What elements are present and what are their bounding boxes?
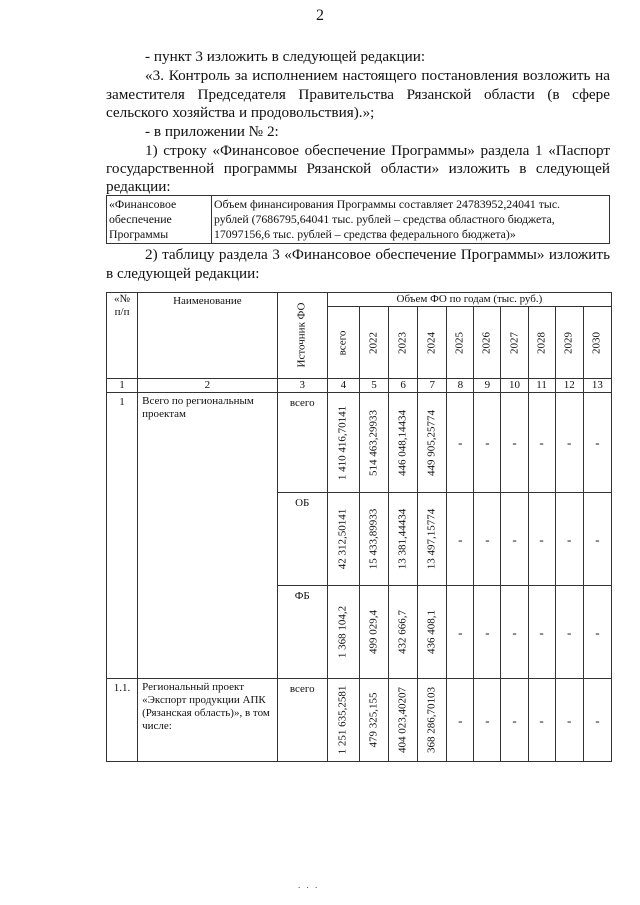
- row-dash: -: [528, 679, 555, 762]
- row-value: [327, 493, 359, 586]
- row-dash: -: [528, 393, 555, 493]
- row-dash: -: [447, 586, 474, 679]
- header-year: [359, 307, 388, 379]
- passport-left-line: «Финансовое: [109, 197, 177, 211]
- row-value: [418, 586, 447, 679]
- row-dash: -: [583, 586, 611, 679]
- header-year-text: всего: [336, 330, 349, 355]
- row-dash: -: [447, 393, 474, 493]
- row-source: всего: [277, 679, 327, 762]
- row-value: [327, 393, 359, 493]
- row-dash: -: [474, 586, 501, 679]
- row-value: [389, 493, 418, 586]
- row-value: [327, 586, 359, 679]
- row-dash: -: [555, 393, 583, 493]
- header-year: [528, 307, 555, 379]
- row-value: [418, 679, 447, 762]
- row-num: 1.1.: [107, 679, 138, 762]
- header-year-text: 2022: [367, 331, 380, 354]
- text-line: - пункт 3 изложить в следующей редакции:: [145, 48, 426, 65]
- text-line: в следующей редакции:: [106, 265, 260, 282]
- header-source: [277, 293, 327, 379]
- header-year: [474, 307, 501, 379]
- row-dash: -: [501, 679, 528, 762]
- column-number: 3: [277, 379, 327, 393]
- passport-right-line: 17097156,6 тыс. рублей – средства федерального бюджета)»: [214, 227, 516, 241]
- row-name: Всего по региональным проектам: [138, 393, 278, 679]
- text-line: 2) таблицу раздела 3 «Финансовое обеспечение Программы» изложить: [145, 246, 610, 263]
- passport-left-line: Программы: [109, 227, 169, 241]
- column-number-row: [107, 379, 612, 393]
- header-year-text: 2028: [535, 331, 548, 354]
- header-year-text: 2025: [453, 331, 466, 354]
- text-line: заместителя Председателя Правительства Рязанской области (в сфере: [106, 86, 610, 103]
- row-source: всего: [277, 393, 327, 493]
- header-year-text: 2029: [562, 331, 575, 354]
- row-dash: -: [474, 679, 501, 762]
- row-dash: -: [501, 586, 528, 679]
- passport-right-line: Объем финансирования Программы составляет 24783952,24041 тыс.: [214, 197, 561, 211]
- header-year: [583, 307, 611, 379]
- row-value-text: 368 286,70103: [425, 687, 438, 753]
- row-num: 1: [107, 393, 138, 679]
- row-value: [359, 493, 388, 586]
- row-value-text: 15 433,89933: [367, 508, 380, 570]
- row-value-text: 479 325,155: [367, 692, 380, 748]
- row-dash: -: [555, 493, 583, 586]
- row-source: ФБ: [277, 586, 327, 679]
- row-source: ОБ: [277, 493, 327, 586]
- header-num-line: п/п: [114, 306, 130, 318]
- header-year-text: 2030: [590, 331, 603, 354]
- column-number: 12: [555, 379, 583, 393]
- row-value-text: 404 023,40207: [396, 687, 409, 753]
- row-value-text: 449 905,25774: [425, 409, 438, 476]
- text-line: сельского хозяйства и продовольствия).»;: [106, 104, 375, 121]
- passport-right-line: рублей (7686795,64041 тыс. рублей – средства областного бюджета,: [214, 212, 555, 226]
- row-value-text: 1 251 635,2581: [336, 685, 349, 755]
- row-value: [389, 586, 418, 679]
- header-year: [555, 307, 583, 379]
- text-line: 1) строку «Финансовое обеспечение Программы» раздела 1 «Паспорт: [145, 142, 610, 159]
- row-value-text: 436 408,1: [425, 610, 438, 654]
- row-dash: -: [447, 679, 474, 762]
- row-value-text: 1 410 416,70141: [336, 405, 349, 480]
- row-value: [359, 679, 388, 762]
- text-line: «3. Контроль за исполнением настоящего постановления возложить на: [145, 67, 610, 84]
- header-year-text: 2024: [425, 331, 438, 354]
- row-value-text: 1 368 104,2: [336, 605, 349, 659]
- row-dash: -: [501, 493, 528, 586]
- column-number: 5: [359, 379, 388, 393]
- row-value: [418, 493, 447, 586]
- header-year: [447, 307, 474, 379]
- header-name: Наименование: [138, 293, 278, 379]
- row-value-text: 13 497,15774: [425, 508, 438, 570]
- row-dash: -: [474, 393, 501, 493]
- scribble: . . .: [298, 880, 320, 890]
- column-number: 8: [447, 379, 474, 393]
- text-line: редакции:: [106, 178, 171, 195]
- finance-table: [106, 292, 612, 762]
- row-value-text: 446 048,14434: [396, 409, 409, 476]
- table-row: [107, 679, 612, 762]
- header-year: [389, 307, 418, 379]
- header-year-text: 2027: [508, 331, 520, 354]
- column-number: 2: [138, 379, 278, 393]
- header-year: [327, 307, 359, 379]
- text-line: государственной программы Рязанской области» изложить в следующей: [106, 160, 610, 177]
- header-year-text: 2023: [396, 331, 409, 354]
- row-dash: -: [447, 493, 474, 586]
- row-dash: -: [474, 493, 501, 586]
- row-name: Региональный проект «Экспорт продукции АПК (Рязанская область)», в том числе:: [138, 679, 278, 762]
- column-number: 9: [474, 379, 501, 393]
- row-value: [359, 393, 388, 493]
- row-value-text: 13 381,44434: [396, 508, 409, 570]
- header-volume: Объем ФО по годам (тыс. руб.): [327, 293, 611, 307]
- passport-left-cell: [107, 196, 212, 244]
- column-number: 1: [107, 379, 138, 393]
- row-dash: -: [528, 586, 555, 679]
- column-number: 7: [418, 379, 447, 393]
- row-value-text: 432 666,7: [396, 610, 409, 654]
- row-dash: -: [555, 586, 583, 679]
- column-number: 6: [389, 379, 418, 393]
- row-value-text: 42 312,50141: [336, 508, 349, 570]
- header-year: [418, 307, 447, 379]
- row-dash: -: [528, 493, 555, 586]
- header-year: [501, 307, 528, 379]
- row-value: [389, 393, 418, 493]
- passport-right-cell: [212, 196, 610, 244]
- header-num: [107, 293, 138, 379]
- header-num-line: «№: [114, 293, 131, 305]
- passport-left-line: обеспечение: [109, 212, 172, 226]
- table-row: [107, 393, 612, 493]
- row-value: [418, 393, 447, 493]
- header-source-text: Источник ФО: [295, 302, 308, 368]
- text-line: - в приложении № 2:: [145, 123, 279, 140]
- row-dash: -: [583, 679, 611, 762]
- row-value: [389, 679, 418, 762]
- row-dash: -: [583, 393, 611, 493]
- page-number: 2: [316, 7, 324, 24]
- row-dash: -: [583, 493, 611, 586]
- row-value: [359, 586, 388, 679]
- row-dash: -: [501, 393, 528, 493]
- passport-table: [106, 195, 610, 244]
- column-number: 10: [501, 379, 528, 393]
- row-value-text: 499 029,4: [367, 610, 380, 654]
- header-year-text: 2026: [480, 331, 493, 354]
- column-number: 4: [327, 379, 359, 393]
- row-dash: -: [555, 679, 583, 762]
- column-number: 13: [583, 379, 611, 393]
- column-number: 11: [528, 379, 555, 393]
- row-value: [327, 679, 359, 762]
- row-value-text: 514 463,29933: [367, 409, 380, 476]
